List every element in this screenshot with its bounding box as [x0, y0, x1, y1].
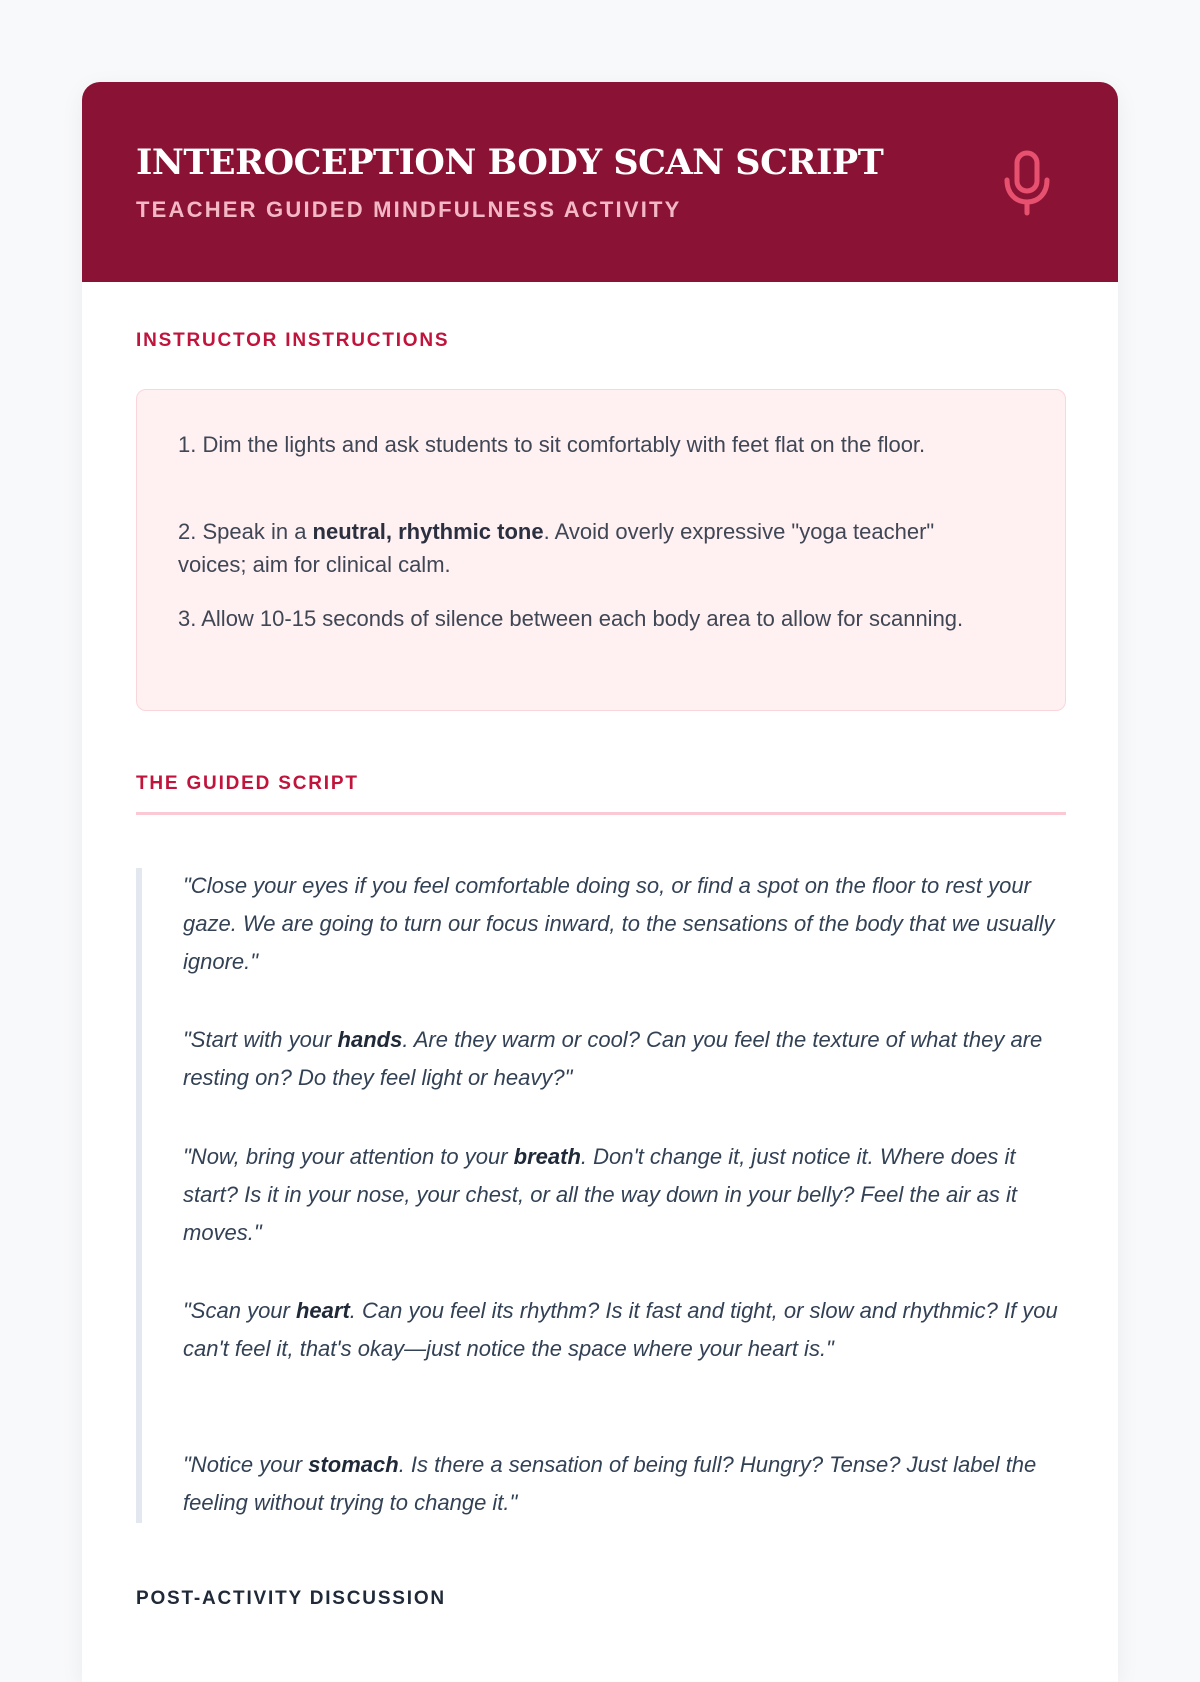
script-paragraph-4: "Scan your heart. Can you feel its rhythm? Is it fast and tight, or slow and rhythmic? If you can't feel it, that's okay—just notice the space where your heart is." [183, 1298, 1058, 1361]
discussion-heading: POST-ACTIVITY DISCUSSION [136, 1588, 446, 1609]
microphone-icon [1002, 150, 1052, 216]
script-divider [136, 812, 1066, 815]
body-part-heart: heart [295, 1298, 350, 1323]
body-part-breath: breath [513, 1144, 581, 1169]
instructions-box [136, 389, 1066, 711]
body-part-hands: hands [337, 1027, 403, 1052]
script-paragraph-1: "Close your eyes if you feel comfortable doing so, or find a spot on the floor to rest your gaze. We are going to turn our focus inward, to the sensations of the body that we usually ignore." [183, 873, 1055, 974]
instruction-item-3: 3. Allow 10-15 seconds of silence between each body area to allow for scanning. [178, 606, 964, 631]
page-title: INTEROCEPTION BODY SCAN SCRIPT [136, 142, 884, 183]
script-paragraph-2: "Start with your hands. Are they warm or cool? Can you feel the texture of what they are resting on? Do they feel light or heavy?" [183, 1027, 1043, 1090]
instruction-item-2: 2. Speak in a neutral, rhythmic tone. Avoid overly expressive "yoga teacher" voices; aim for clinical calm. [178, 519, 935, 577]
script-paragraph-3: "Now, bring your attention to your breath. Don't change it, just notice it. Where does it start? Is it in your nose, your chest, or all the way down in your belly? Feel the air as it moves." [183, 1144, 1017, 1245]
instructions-heading: INSTRUCTOR INSTRUCTIONS [136, 330, 450, 351]
script-paragraph-5: "Notice your stomach. Is there a sensation of being full? Hungry? Tense? Just label the feeling without trying to change it." [183, 1452, 1037, 1515]
instruction-item-1: 1. Dim the lights and ask students to sit comfortably with feet flat on the floor. [178, 432, 926, 457]
script-card [82, 82, 1118, 1682]
header-banner [82, 82, 1118, 282]
script-heading: THE GUIDED SCRIPT [136, 773, 359, 794]
body-part-stomach: stomach [308, 1452, 399, 1477]
blockquote-bar [136, 868, 142, 1523]
instruction-emphasis: neutral, rhythmic tone [312, 519, 544, 544]
page-subtitle: TEACHER GUIDED MINDFULNESS ACTIVITY [136, 197, 682, 222]
